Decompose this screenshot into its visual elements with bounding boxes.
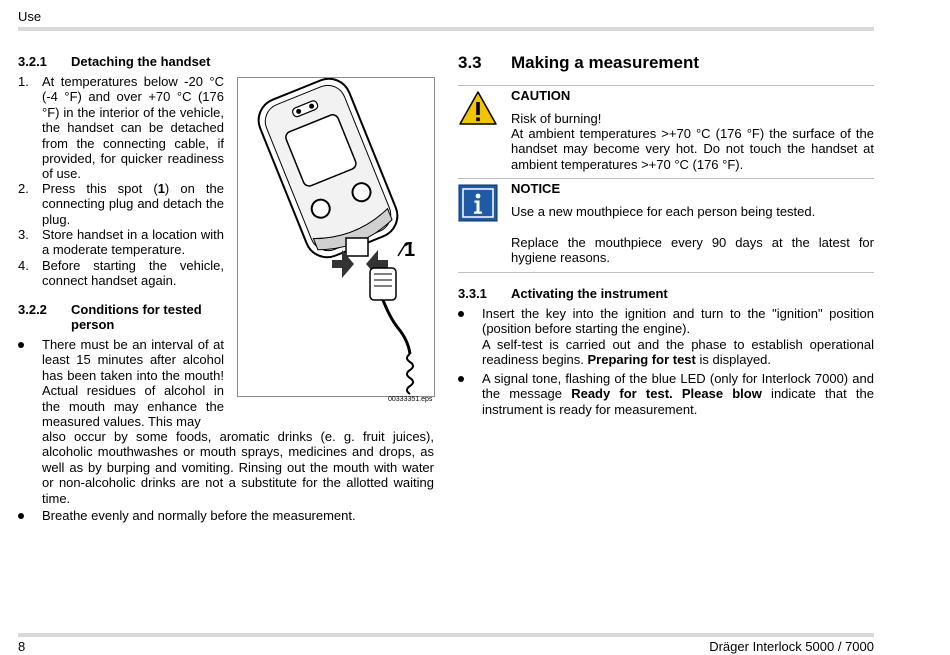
bullet-text-narrow: There must be an interval of at least 15 minutes after alcohol has been taken into the mouth! Actual residues of alcohol in the mouth may enhance the measured values. This may [42, 337, 224, 430]
section-3-2-2-heading [18, 302, 238, 334]
page-number: 8 [18, 639, 26, 654]
step-text: Press this spot (1) on the connecting plug and detach the plug. [42, 181, 224, 227]
bullet-dot [18, 513, 24, 519]
bullet-text: Breathe evenly and normally before the measurement. [42, 508, 356, 523]
info-icon [458, 184, 498, 222]
section-title: Conditions for tested person [71, 302, 202, 333]
section-number: 3.3.1 [458, 286, 487, 301]
footer-rule [18, 633, 874, 637]
running-header: Use [18, 9, 42, 24]
figure-caption: 00333351.eps [388, 396, 433, 403]
step-text: Store handset in a location with a moderate temperature. [42, 227, 224, 258]
handset-figure [237, 77, 435, 397]
product-name: Dräger Interlock 5000 / 7000 [709, 639, 874, 654]
section-title: Making a measurement [511, 53, 700, 72]
step-marker: 2. [18, 181, 29, 196]
section-title: Detaching the handset [71, 54, 211, 69]
warning-icon [458, 90, 498, 126]
bullet-dot [458, 376, 464, 382]
step-marker: 1. [18, 74, 29, 89]
caution-label: CAUTION [511, 88, 571, 103]
step-marker: 4. [18, 258, 29, 273]
notice-text-1: Use a new mouthpiece for each person being tested. [511, 204, 816, 219]
bullet-text-wide: also occur by some foods, aromatic drinks (e. g. fruit juices), alcoholic mouthwashes or mouth sprays, medicines and drops, as well as by burping and vomiting. Rinsing out the mouth with water or non-alcoholic drinks are not a substitute for the allotted waiting time. [42, 429, 434, 506]
bullet-text: A signal tone, flashing of the blue LED (only for Interlock 7000) and the message Ready for test. Please blow indicate that the instrument is ready for measurement. [482, 371, 874, 417]
step-marker: 3. [18, 227, 29, 242]
callout-label: 1 [404, 239, 416, 261]
notice-text-2: Replace the mouthpiece every 90 days at the latest for hygiene reasons. [511, 235, 874, 266]
header-rule [18, 27, 874, 31]
bullet-text: Insert the key into the ignition and turn to the "ignition" position (position before starting the engine). A self-test is carried out and the phase to establish operational readiness begins. Preparing for test is displayed. [482, 306, 874, 368]
caution-line1: Risk of burning! [511, 111, 602, 126]
step-text: Before starting the vehicle, connect handset again. [42, 258, 224, 289]
section-title: Activating the instrument [511, 286, 668, 301]
section-3-3-heading [458, 53, 700, 73]
divider [458, 85, 874, 86]
divider [458, 178, 874, 179]
handset-illustration [238, 78, 434, 396]
bullet-dot [18, 342, 24, 348]
notice-label: NOTICE [511, 181, 561, 196]
bullet-dot [458, 311, 464, 317]
step-text: At temperatures below -20 °C (-4 °F) and over +70 °C (176 °F) in the interior of the vehicle, the handset can be detached from the connecting cable, if provided, for quicker readiness of use. [42, 74, 224, 182]
section-number: 3.3 [458, 53, 482, 72]
section-number: 3.2.2 [18, 302, 47, 317]
caution-text: At ambient temperatures >+70 °C (176 °F) the surface of the handset may become very hot. Do not touch the handset at ambient temperatures >+70 °C (176 °F). [511, 126, 874, 172]
divider [458, 272, 874, 273]
section-number: 3.2.1 [18, 54, 47, 69]
